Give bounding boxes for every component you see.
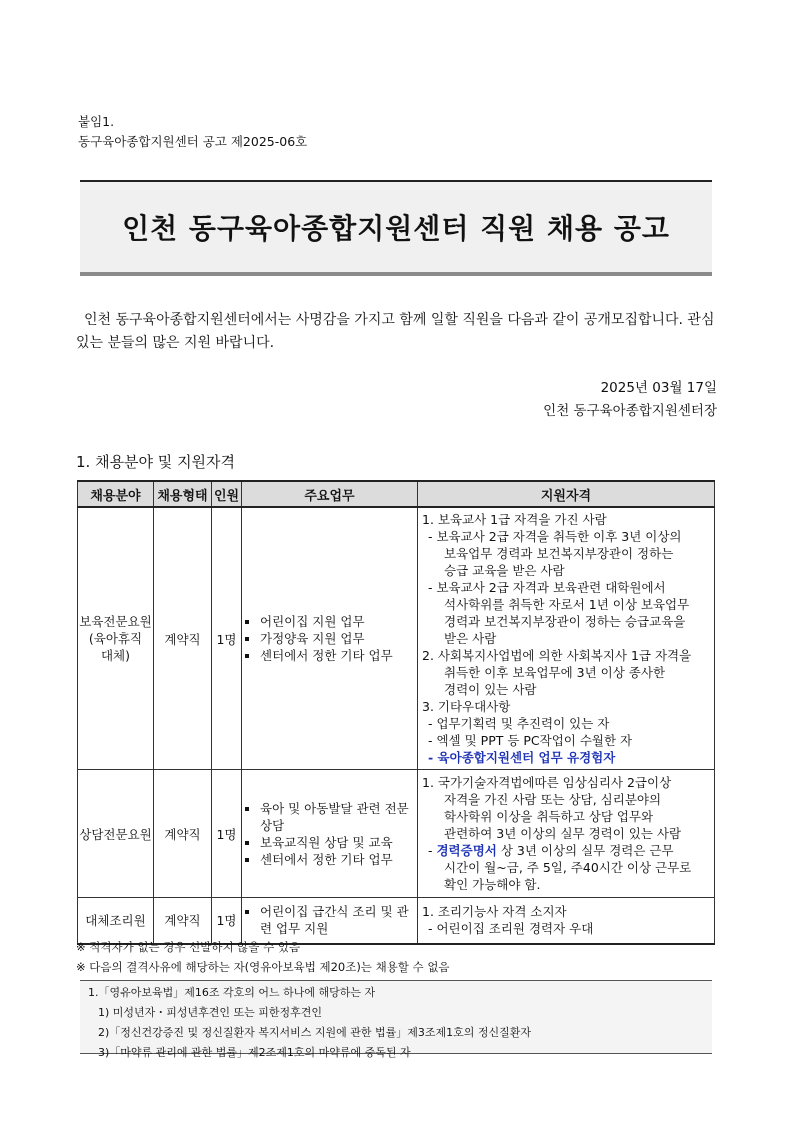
cell-qualifications [418, 770, 715, 898]
document-header [78, 112, 307, 152]
qual-line: 승급 교육을 받은 사람 [444, 563, 565, 578]
cell-type: 계약직 [154, 507, 212, 770]
notice-number: 동구육아종합지원센터 공고 제2025-06호 [78, 134, 308, 149]
disqualification-box [80, 980, 712, 1059]
header-qualifications: 지원자격 [418, 481, 715, 507]
title-box [80, 180, 712, 276]
qual-line: - 어린이집 조리원 경력자 우대 [428, 921, 594, 937]
cell-field: 대체조리원 [78, 898, 154, 944]
duty-item: ▪ 센터에서 정한 기타 업무 [260, 851, 417, 868]
qual-line: 1. 국가기술자격법에따른 임상심리사 2급이상 [422, 775, 672, 790]
issuer: 인천 동구육아종합지원센터장 [543, 403, 717, 419]
qual-line: - 보육교사 2급 자격과 보육관련 대학원에서 [428, 580, 666, 595]
qual-line: 3. 기타우대사항 [422, 699, 511, 714]
cell-field [78, 507, 154, 770]
cell-count: 1명 [212, 898, 242, 944]
field-line: (육아휴직 [88, 631, 143, 646]
intro-paragraph: 인천 동구육아종합지원센터에서는 사명감을 가지고 함께 일할 직원을 다음과 같이 공개모집합니다. 관심 있는 분들의 많은 지원 바랍니다. [76, 312, 715, 351]
qual-line: 자격을 가진 사람 또는 상담, 심리분야의 [444, 792, 662, 807]
qual-line: - 보육교사 2급 자격을 취득한 이후 3년 이상의 [428, 529, 682, 544]
duty-item: ▪ 보육교직원 상담 및 교육 [260, 834, 417, 851]
qual-line: 경력과 보건복지부장관이 정하는 승급교육을 [444, 614, 686, 629]
attachment-label: 붙임1. [78, 114, 115, 129]
qual-line: 보육업무 경력과 보건복지부장관이 정하는 [444, 546, 674, 561]
field-line: 대체) [100, 648, 131, 663]
qual-line: 학사학위 이상을 취득하고 상담 업무와 [444, 809, 654, 824]
qual-line: - 엑셀 및 PPT 등 PC작업이 수월한 자 [428, 733, 633, 748]
table-row [78, 770, 715, 898]
qual-line-highlight: - 육아종합지원센터 업무 유경험자 [428, 750, 616, 765]
note-item: ※ 다음의 결격사유에 해당하는 자(영유아보육법 제20조)는 채용할 수 없음 [76, 960, 450, 974]
notes [76, 937, 450, 977]
qual-line: 1. 보육교사 1급 자격을 가진 사람 [422, 512, 607, 527]
cell-count: 1명 [212, 507, 242, 770]
qual-line: 취득한 이후 보육업무에 3년 이상 종사한 [444, 665, 666, 680]
announcement-date: 2025년 03월 17일 [600, 380, 717, 396]
qual-text: 상 3년 이상의 실무 경력은 근무 [500, 843, 674, 858]
field-line: 보육전문요원 [79, 614, 152, 629]
qual-line: - 경력증명서 상 3년 이상의 실무 경력은 근무 [428, 843, 674, 858]
recruitment-table [77, 480, 715, 945]
header-type: 채용형태 [154, 481, 212, 507]
duty-item: ▪ 어린이집 지원 업무 [260, 613, 417, 630]
qual-line: 2. 사회복지사업법에 의한 사회복지사 1급 자격을 [422, 648, 692, 663]
note-item: ※ 적격자가 없는 경우 선발하지 않을 수 있음 [76, 940, 301, 954]
page-title: 인천 동구육아종합지원센터 직원 채용 공고 [122, 212, 670, 245]
qual-line: 관련하여 3년 이상의 실무 경력이 있는 사람 [444, 826, 682, 841]
disqualification-item: 3)「마약류 관리에 관한 법률」제2조제1호의 마약류에 중독된 자 [98, 1046, 411, 1059]
qual-line: 경력이 있는 사람 [444, 682, 537, 697]
cell-count: 1명 [212, 770, 242, 898]
duty-item: ▪ 어린이집 급간식 조리 및 관련 업무 지원 [260, 903, 417, 937]
qual-line: 시간이 월~금, 주 5일, 주40시간 이상 근무로 [444, 860, 692, 875]
cell-field: 상담전문요원 [78, 770, 154, 898]
cell-duties [242, 770, 418, 898]
disqualification-lead: 1.「영유아보육법」제16조 각호의 어느 하나에 해당하는 자 [88, 986, 376, 999]
table-row [78, 507, 715, 770]
cell-duties [242, 507, 418, 770]
header-count: 인원 [212, 481, 242, 507]
date-block [543, 377, 717, 423]
disqualification-item: 1) 미성년자・피성년후견인 또는 피한정후견인 [98, 1006, 323, 1019]
duty-item: ▪ 육아 및 아동발달 관련 전문 상담 [260, 800, 417, 834]
cell-type: 계약직 [154, 898, 212, 944]
qual-line: 1. 조리기능사 자격 소지자 [422, 904, 567, 920]
section-title: 1. 채용분야 및 지원자격 [76, 453, 236, 471]
qual-line: 받은 사람 [444, 631, 497, 646]
header-duties: 주요업무 [242, 481, 418, 507]
disqualification-item: 2)「정신건강증진 및 정신질환자 복지서비스 지원에 관한 법률」제3조제1호의 정신질환자 [98, 1026, 532, 1039]
qual-line: 석사학위를 취득한 자로서 1년 이상 보육업무 [444, 597, 690, 612]
duty-item: ▪ 가정양육 지원 업무 [260, 630, 417, 647]
duty-item: ▪ 센터에서 정한 기타 업무 [260, 647, 417, 664]
qual-line: 확인 가능해야 함. [444, 877, 541, 892]
cell-type: 계약직 [154, 770, 212, 898]
qual-highlight: 경력증명서 [436, 843, 497, 858]
qual-line: - 업무기획력 및 추진력이 있는 자 [428, 716, 610, 731]
table-header-row [78, 481, 715, 507]
cell-qualifications [418, 507, 715, 770]
cell-qualifications [418, 898, 715, 944]
header-field: 채용분야 [78, 481, 154, 507]
